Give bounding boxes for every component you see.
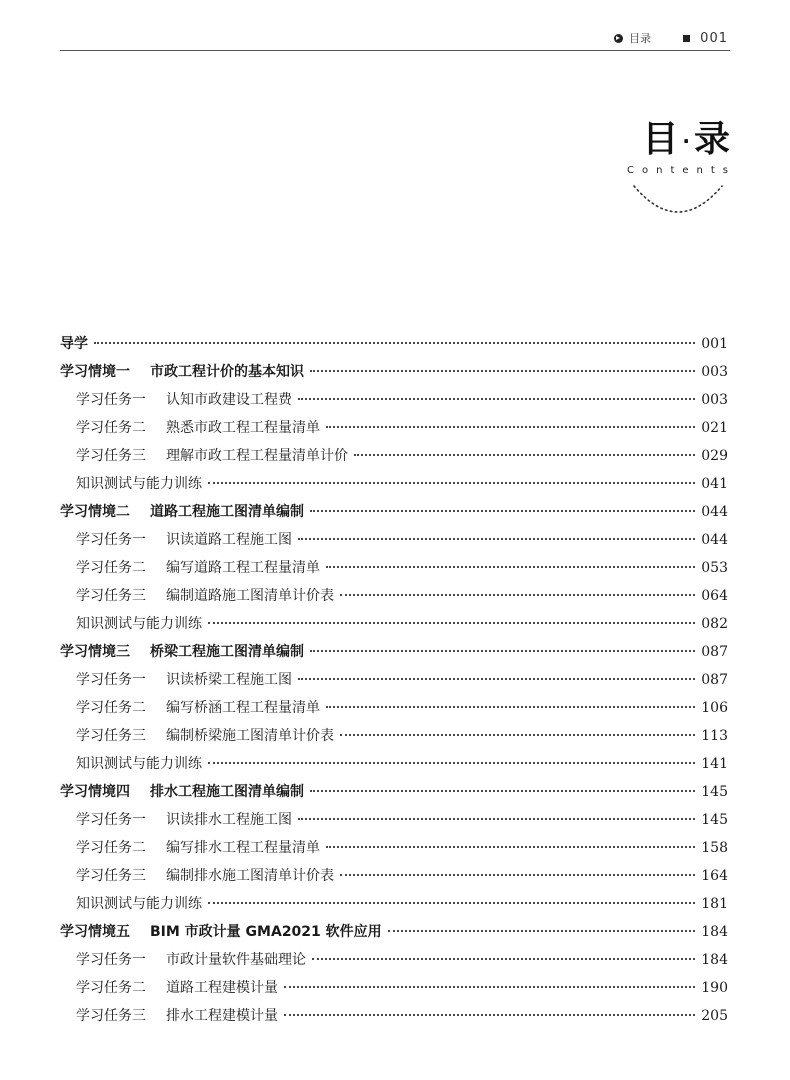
- toc-entry-prefix: 知识测试与能力训练: [76, 896, 202, 912]
- title-right: 录: [693, 119, 730, 160]
- toc-section-row[interactable]: [60, 834, 728, 862]
- toc-page-number: 044: [701, 532, 728, 548]
- toc-dot-leader: [340, 874, 695, 876]
- toc-entry-prefix: 学习任务三: [76, 728, 146, 744]
- toc-chapter-row[interactable]: [60, 498, 728, 526]
- toc-entry-title: 理解市政工程工程量清单计价: [166, 448, 348, 464]
- toc-entry-label: [60, 498, 304, 526]
- toc-dot-leader: [340, 734, 695, 736]
- toc-entry-title: 编写排水工程工程量清单: [166, 840, 320, 856]
- toc-dot-leader: [310, 510, 695, 512]
- table-of-contents: [60, 330, 728, 1030]
- toc-entry-label: [60, 778, 304, 806]
- toc-dot-leader: [312, 958, 695, 960]
- toc-page-number: 053: [701, 560, 728, 576]
- toc-entry-prefix: 知识测试与能力训练: [76, 616, 202, 632]
- toc-entry-prefix: 学习任务一: [76, 672, 146, 688]
- toc-section-row[interactable]: [60, 526, 728, 554]
- toc-dot-leader: [298, 818, 695, 820]
- toc-page-number: 184: [701, 924, 728, 940]
- toc-entry-label: [76, 442, 348, 470]
- toc-section-row[interactable]: [60, 610, 728, 638]
- toc-entry-title: 熟悉市政工程工程量清单: [166, 420, 320, 436]
- toc-entry-title: 编制道路施工图清单计价表: [166, 588, 334, 604]
- toc-dot-leader: [388, 930, 696, 932]
- toc-page-number: 184: [701, 952, 728, 968]
- page-title: [610, 118, 730, 163]
- toc-page-number: 044: [701, 504, 728, 520]
- toc-entry-label: [76, 526, 292, 554]
- toc-entry-prefix: 学习情境三: [60, 644, 130, 660]
- header-right: [614, 30, 728, 46]
- toc-entry-label: [76, 834, 320, 862]
- toc-page-number: 164: [701, 868, 728, 884]
- toc-page-number: 141: [701, 756, 728, 772]
- toc-dot-leader: [298, 538, 695, 540]
- toc-entry-prefix: 学习任务三: [76, 588, 146, 604]
- toc-page-number: 001: [701, 336, 728, 352]
- toc-dot-leader: [326, 706, 695, 708]
- toc-entry-label: [76, 554, 320, 582]
- toc-entry-label: [76, 722, 334, 750]
- toc-section-row[interactable]: [60, 722, 728, 750]
- toc-entry-prefix: 学习任务三: [76, 868, 146, 884]
- contents-title-block: [610, 118, 736, 176]
- toc-section-row[interactable]: [60, 890, 728, 918]
- toc-section-row[interactable]: [60, 470, 728, 498]
- toc-page-number: 021: [701, 420, 728, 436]
- toc-entry-label: [76, 1002, 278, 1030]
- toc-dot-leader: [208, 762, 695, 764]
- toc-entry-prefix: 学习任务二: [76, 980, 146, 996]
- toc-entry-prefix: 学习任务一: [76, 952, 146, 968]
- toc-entry-prefix: 知识测试与能力训练: [76, 756, 202, 772]
- toc-section-row[interactable]: [60, 750, 728, 778]
- toc-entry-title: 编写桥涵工程工程量清单: [166, 700, 320, 716]
- toc-entry-prefix: 学习情境四: [60, 784, 130, 800]
- page-subtitle: Contents: [627, 165, 736, 176]
- toc-entry-prefix: 学习任务一: [76, 392, 146, 408]
- toc-page-number: 113: [701, 728, 728, 744]
- toc-entry-title: 排水工程施工图清单编制: [150, 784, 304, 800]
- title-separator: ·: [682, 129, 690, 153]
- toc-entry-title: 市政工程计价的基本知识: [150, 364, 304, 380]
- toc-entry-title: 桥梁工程施工图清单编制: [150, 644, 304, 660]
- toc-entry-prefix: 学习情境五: [60, 924, 130, 940]
- toc-chapter-row[interactable]: [60, 778, 728, 806]
- toc-dot-leader: [208, 482, 695, 484]
- toc-entry-prefix: 学习任务二: [76, 560, 146, 576]
- toc-page-number: 158: [701, 840, 728, 856]
- toc-entry-prefix: 学习情境二: [60, 504, 130, 520]
- toc-dot-leader: [310, 650, 695, 652]
- toc-entry-title: BIM 市政计量 GMA2021 软件应用: [150, 924, 382, 940]
- toc-entry-prefix: 学习任务二: [76, 840, 146, 856]
- toc-entry-prefix: 学习任务一: [76, 812, 146, 828]
- toc-entry-label: [76, 974, 278, 1002]
- toc-dot-leader: [326, 846, 695, 848]
- toc-entry-title: 识读道路工程施工图: [166, 532, 292, 548]
- toc-entry-prefix: 导学: [60, 336, 88, 352]
- toc-page-number: 145: [701, 812, 728, 828]
- toc-dot-leader: [208, 902, 695, 904]
- play-circle-icon: [614, 34, 623, 43]
- toc-entry-prefix: 学习任务三: [76, 1008, 146, 1024]
- toc-page-number: 087: [701, 672, 728, 688]
- toc-dot-leader: [284, 986, 695, 988]
- toc-chapter-row[interactable]: [60, 358, 728, 386]
- toc-page-number: 029: [701, 448, 728, 464]
- toc-entry-label: [76, 946, 306, 974]
- toc-section-row[interactable]: [60, 806, 728, 834]
- toc-entry-prefix: 知识测试与能力训练: [76, 476, 202, 492]
- toc-entry-title: 编制桥梁施工图清单计价表: [166, 728, 334, 744]
- toc-section-row[interactable]: [60, 386, 728, 414]
- toc-entry-label: [76, 470, 202, 498]
- toc-entry-title: 识读桥梁工程施工图: [166, 672, 292, 688]
- toc-entry-prefix: 学习任务三: [76, 448, 146, 464]
- toc-dot-leader: [284, 1014, 695, 1016]
- toc-section-row[interactable]: [60, 442, 728, 470]
- header-page-number: 001: [700, 30, 728, 46]
- toc-entry-prefix: 学习情境一: [60, 364, 130, 380]
- toc-dot-leader: [208, 622, 695, 624]
- toc-entry-label: [60, 330, 88, 358]
- dotted-arc-icon: [630, 182, 726, 222]
- toc-page-number: 003: [701, 392, 728, 408]
- toc-page-number: 082: [701, 616, 728, 632]
- toc-entry-title: 排水工程建模计量: [166, 1008, 278, 1024]
- toc-entry-label: [60, 638, 304, 666]
- toc-entry-prefix: 学习任务二: [76, 700, 146, 716]
- toc-dot-leader: [310, 790, 695, 792]
- toc-entry-label: [60, 358, 304, 386]
- toc-section-row[interactable]: [60, 414, 728, 442]
- toc-page-number: 190: [701, 980, 728, 996]
- toc-entry-prefix: 学习任务一: [76, 532, 146, 548]
- toc-dot-leader: [326, 426, 695, 428]
- toc-section-row[interactable]: [60, 554, 728, 582]
- toc-entry-label: [76, 694, 320, 722]
- toc-page-number: 087: [701, 644, 728, 660]
- toc-entry-label: [76, 666, 292, 694]
- toc-entry-label: [76, 806, 292, 834]
- toc-page-number: 205: [701, 1008, 728, 1024]
- toc-section-row[interactable]: [60, 974, 728, 1002]
- toc-entry-label: [76, 890, 202, 918]
- toc-page-number: 145: [701, 784, 728, 800]
- title-left: 目: [642, 119, 679, 160]
- toc-entry-title: 编写道路工程工程量清单: [166, 560, 320, 576]
- toc-entry-prefix: 学习任务二: [76, 420, 146, 436]
- square-bullet-icon: [683, 35, 690, 42]
- toc-section-row[interactable]: [60, 582, 728, 610]
- toc-dot-leader: [94, 342, 695, 344]
- toc-section-row[interactable]: [60, 666, 728, 694]
- toc-section-row[interactable]: [60, 946, 728, 974]
- toc-entry-label: [60, 918, 382, 946]
- toc-entry-label: [76, 414, 320, 442]
- toc-page-number: 106: [701, 700, 728, 716]
- toc-dot-leader: [354, 454, 695, 456]
- toc-entry-title: 编制排水施工图清单计价表: [166, 868, 334, 884]
- toc-page-number: 041: [701, 476, 728, 492]
- toc-entry-title: 识读排水工程施工图: [166, 812, 292, 828]
- toc-entry-label: [76, 862, 334, 890]
- page-header: [60, 28, 730, 51]
- toc-page-number: 064: [701, 588, 728, 604]
- toc-chapter-row[interactable]: [60, 638, 728, 666]
- toc-chapter-row[interactable]: [60, 918, 728, 946]
- toc-section-row[interactable]: [60, 862, 728, 890]
- toc-page-number: 003: [701, 364, 728, 380]
- toc-page-number: 181: [701, 896, 728, 912]
- toc-dot-leader: [340, 594, 695, 596]
- toc-entry-title: 道路工程建模计量: [166, 980, 278, 996]
- toc-dot-leader: [298, 398, 695, 400]
- toc-chapter-row[interactable]: [60, 330, 728, 358]
- toc-entry-label: [76, 610, 202, 638]
- toc-entry-title: 市政计量软件基础理论: [166, 952, 306, 968]
- toc-entry-label: [76, 386, 292, 414]
- toc-section-row[interactable]: [60, 1002, 728, 1030]
- toc-dot-leader: [326, 566, 695, 568]
- toc-entry-title: 认知市政建设工程费: [166, 392, 292, 408]
- header-section: 目录: [629, 32, 652, 45]
- toc-dot-leader: [298, 678, 695, 680]
- toc-entry-label: [76, 750, 202, 778]
- toc-entry-label: [76, 582, 334, 610]
- toc-dot-leader: [310, 370, 695, 372]
- toc-section-row[interactable]: [60, 694, 728, 722]
- toc-entry-title: 道路工程施工图清单编制: [150, 504, 304, 520]
